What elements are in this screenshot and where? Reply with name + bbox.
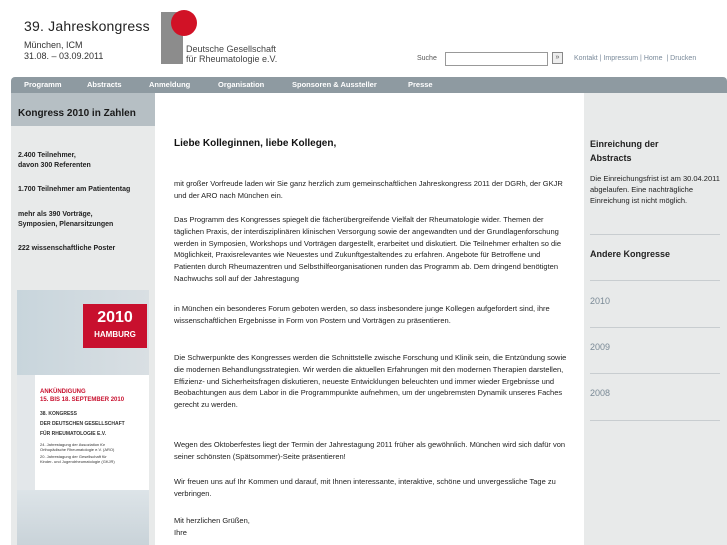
congress-link-2010[interactable]: 2010 bbox=[590, 296, 611, 306]
top-link-home[interactable]: Home bbox=[643, 55, 663, 62]
org-name-line1: Deutsche Gesellschaft bbox=[186, 44, 277, 54]
top-links: Kontakt | Impressum | Home | Drucken bbox=[574, 55, 697, 62]
left-sidebar bbox=[11, 93, 155, 545]
poster-small1: 24. Jahrestagung der Assoziation für bbox=[40, 442, 105, 447]
left-title-box bbox=[11, 93, 155, 126]
closing-signature: Ihre bbox=[174, 528, 187, 537]
nav-abstracts[interactable]: Abstracts bbox=[87, 80, 122, 89]
divider bbox=[590, 420, 720, 421]
abstracts-heading-line1: Einreichung der bbox=[590, 139, 659, 149]
org-name-line2: für Rheumatologie e.V. bbox=[186, 54, 278, 64]
stat-speakers: davon 300 Referenten bbox=[18, 162, 91, 169]
paragraph-program: Das Programm des Kongresses spiegelt die fächerübergreifende Vielfalt der Rheumatologie wider. Themen der täglichen Praxis, der interdisziplinären klinischen Versorgung sowie der angewandten und der Grundlagenforschung werden in Symposien, Workshops und Vorträgen dargestellt, erarbeitet und diskutiert. Die Teilnehmer erhalten so die Möglichkeit, Praxisrelevantes wie Neuestes und Zukunftgestaltendes zu erfahren. Angebote für Betroffene und Patienten durch Rheumazentren und Selbsthilfeorganisationen runden das Programm ab. Dem dringend benötigten Nachwuchs soll auf der Jahrestagung bbox=[174, 215, 562, 283]
divider bbox=[590, 234, 720, 235]
congress-link-2008[interactable]: 2008 bbox=[590, 388, 611, 398]
poster-small3: 20. Jahrestagung der Gesellschaft für bbox=[40, 454, 107, 459]
main-nav bbox=[11, 77, 727, 93]
search-submit-button[interactable]: » bbox=[552, 52, 563, 64]
search-input[interactable] bbox=[445, 52, 548, 66]
congress-2010-poster[interactable] bbox=[17, 290, 149, 545]
nav-programm[interactable]: Programm bbox=[24, 80, 62, 89]
stat-participants: 2.400 Teilnehmer, bbox=[18, 152, 76, 159]
poster-announcement bbox=[40, 388, 124, 404]
closing-greeting: Mit herzlichen Grüßen, bbox=[174, 516, 250, 525]
stat-symposia: Symposien, Plenarsitzungen bbox=[18, 221, 114, 228]
poster-city: HAMBURG bbox=[94, 330, 136, 339]
divider bbox=[590, 280, 720, 281]
congress-dates: 31.08. – 03.09.2011 bbox=[24, 51, 104, 61]
poster-line3: FÜR RHEUMATOLOGIE E.V. bbox=[40, 431, 107, 437]
poster-footer-bg bbox=[17, 490, 149, 545]
poster-line1: 38. KONGRESS bbox=[40, 411, 77, 417]
nav-organisation[interactable]: Organisation bbox=[218, 80, 265, 89]
abstracts-heading-line2: Abstracts bbox=[590, 153, 632, 163]
stat-patient-day: 1.700 Teilnehmer am Patiententag bbox=[18, 186, 131, 193]
nav-anmeldung[interactable]: Anmeldung bbox=[149, 80, 191, 89]
poster-small4: Kinder- und Jugendrheumatologie (GKJR) bbox=[40, 459, 115, 464]
search-label: Suche bbox=[417, 55, 437, 62]
abstracts-heading bbox=[590, 137, 659, 165]
poster-ank-dates: 15. BIS 18. SEPTEMBER 2010 bbox=[40, 397, 125, 403]
paragraph-welcome: Wir freuen uns auf Ihr Kommen und darauf, mit Ihnen interessante, interaktive, schöne und unvergessliche Tage zu verbringen. bbox=[174, 477, 556, 498]
poster-line2: DER DEUTSCHEN GESELLSCHAFT bbox=[40, 421, 125, 427]
top-link-kontakt[interactable]: Kontakt bbox=[574, 55, 598, 62]
top-link-drucken[interactable]: Drucken bbox=[670, 55, 697, 62]
top-link-impressum[interactable]: Impressum bbox=[603, 55, 639, 62]
congress-place: München, ICM bbox=[24, 40, 83, 50]
congress-title: 39. Jahreskongress bbox=[24, 18, 150, 34]
congress-place-dates bbox=[24, 40, 103, 62]
paragraph-oktoberfest: Wegen des Oktoberfestes liegt der Termin der Jahrestagung 2011 früher als gewöhnlich. München wird sich dafür von seiner schönsten (Spätsommer)-Seite präsentieren! bbox=[174, 440, 566, 461]
greeting-heading: Liebe Kolleginnen, liebe Kollegen, bbox=[174, 138, 337, 149]
paragraph-focus: Die Schwerpunkte des Kongresses werden die Schnittstelle zwische Forschung und Klinik sein, die Entzündung sowie die modernen Behandlungsstrategien. Wir werden die aktuellen Erfahrungen mit den modernen Therapien darstellen, Effizienz- und Sicherheitsfragen diskutieren, neueste Entwicklungen beleuchten und immer wieder Ergebnisse und Beobachtungen aus dem Labor in die Programmpunkte aufnehmen, um der ungebremsten Dynamik unseres Faches gerecht zu werden. bbox=[174, 353, 567, 410]
divider bbox=[590, 373, 720, 374]
nav-presse[interactable]: Presse bbox=[408, 80, 433, 89]
stat-talks: mehr als 390 Vorträge, bbox=[18, 211, 93, 218]
stat-posters: 222 wissenschaftliche Poster bbox=[18, 245, 116, 252]
poster-year-box bbox=[83, 304, 147, 348]
poster-ank-title: ANKÜNDIGUNG bbox=[40, 389, 86, 395]
poster-year: 2010 bbox=[97, 309, 133, 326]
abstracts-notice: Die Einreichungsfrist ist am 30.04.2011 abgelaufen. Eine nachträgliche Einreichung ist nicht möglich. bbox=[590, 174, 720, 205]
divider bbox=[590, 327, 720, 328]
left-sidebar-title: Kongress 2010 in Zahlen bbox=[18, 108, 136, 119]
right-sidebar bbox=[584, 93, 727, 545]
nav-sponsoren[interactable]: Sponsoren & Aussteller bbox=[292, 80, 377, 89]
main-content bbox=[155, 93, 584, 545]
poster-side-strip bbox=[17, 375, 35, 490]
poster-small2: Orthopädische Rheumatologie e.V. (ARO) bbox=[40, 447, 115, 452]
page-header bbox=[0, 0, 727, 77]
paragraph-intro: mit großer Vorfreude laden wir Sie ganz herzlich zum gemeinschaftlichen Jahreskongress 2011 der DGRh, der GKJR und der ARO nach München ein. bbox=[174, 179, 563, 200]
dgrh-logo-text[interactable] bbox=[186, 44, 277, 64]
paragraph-program-cont: in München ein besonderes Forum geboten werden, so dass insbesondere junge Kollegen aufgefordert sind, ihre wissenschaftlichen Ergebnisse in Form von Postern und Vorträgen zu präsentieren. bbox=[174, 304, 550, 325]
congress-link-2009[interactable]: 2009 bbox=[590, 342, 611, 352]
dgrh-logo-dot[interactable] bbox=[171, 10, 197, 36]
other-congresses-heading: Andere Kongresse bbox=[590, 249, 671, 259]
